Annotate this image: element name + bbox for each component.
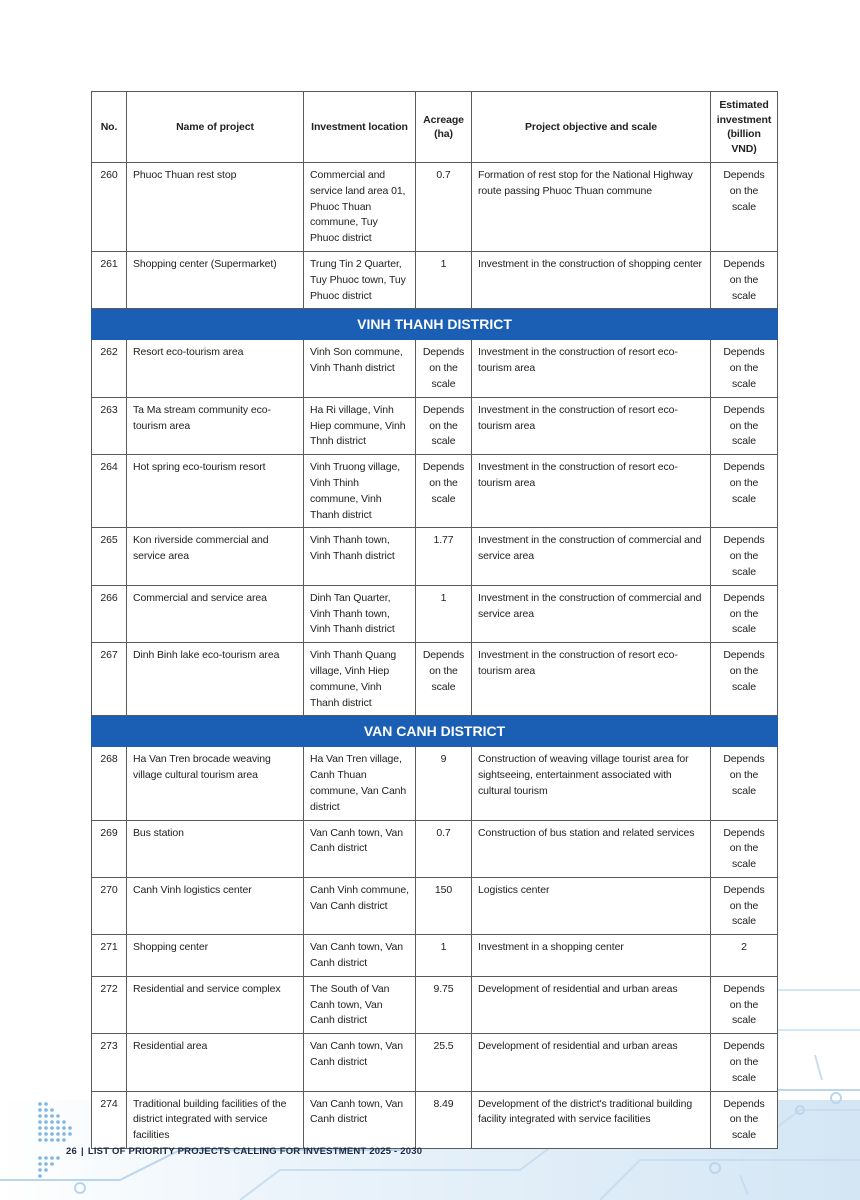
cell-objective: Investment in a shopping center xyxy=(472,935,711,977)
table-row xyxy=(92,877,778,934)
cell-objective: Investment in the construction of resort eco-tourism area xyxy=(472,340,711,397)
cell-no: 268 xyxy=(92,747,127,820)
table-row xyxy=(92,1034,778,1091)
cell-location: Dinh Tan Quarter, Vinh Thanh town, Vinh Thanh district xyxy=(304,585,416,642)
page-footer xyxy=(66,1146,422,1157)
rows-group-b xyxy=(92,340,778,716)
cell-location: Vinh Thanh Quang village, Vinh Hiep commune, Vinh Thanh district xyxy=(304,643,416,716)
cell-location: Ha Ri village, Vinh Hiep commune, Vinh Thnh district xyxy=(304,397,416,454)
cell-objective: Investment in the construction of resort eco-tourism area xyxy=(472,397,711,454)
cell-project-name: Dinh Binh lake eco-tourism area xyxy=(127,643,304,716)
cell-investment: Depends on the scale xyxy=(711,455,778,528)
column-header-location: Investment location xyxy=(304,92,416,163)
cell-acreage: Depends on the scale xyxy=(416,397,472,454)
district-heading-van-canh: VAN CANH DISTRICT xyxy=(92,716,778,747)
cell-investment: Depends on the scale xyxy=(711,585,778,642)
table-row xyxy=(92,585,778,642)
footer-title: LIST OF PRIORITY PROJECTS CALLING FOR INVESTMENT 2025 - 2030 xyxy=(87,1146,423,1157)
table-row xyxy=(92,163,778,252)
cell-no: 265 xyxy=(92,528,127,585)
cell-project-name: Traditional building facilities of the district integrated with service facilities xyxy=(127,1091,304,1148)
table-row xyxy=(92,976,778,1033)
district-heading-row xyxy=(92,716,778,747)
cell-investment: 2 xyxy=(711,935,778,977)
cell-investment: Depends on the scale xyxy=(711,340,778,397)
cell-acreage: Depends on the scale xyxy=(416,643,472,716)
rows-group-c xyxy=(92,747,778,1149)
district-heading-vinh-thanh: VINH THANH DISTRICT xyxy=(92,309,778,340)
cell-project-name: Resort eco-tourism area xyxy=(127,340,304,397)
cell-investment: Depends on the scale xyxy=(711,251,778,308)
cell-project-name: Bus station xyxy=(127,820,304,877)
cell-no: 261 xyxy=(92,251,127,308)
cell-objective: Logistics center xyxy=(472,877,711,934)
cell-no: 266 xyxy=(92,585,127,642)
cell-project-name: Shopping center (Supermarket) xyxy=(127,251,304,308)
rows-group-a xyxy=(92,163,778,309)
cell-no: 271 xyxy=(92,935,127,977)
cell-project-name: Hot spring eco-tourism resort xyxy=(127,455,304,528)
cell-objective: Investment in the construction of commercial and service area xyxy=(472,528,711,585)
column-header-no: No. xyxy=(92,92,127,163)
column-header-objective: Project objective and scale xyxy=(472,92,711,163)
cell-acreage: 150 xyxy=(416,877,472,934)
cell-objective: Investment in the construction of commercial and service area xyxy=(472,585,711,642)
cell-project-name: Shopping center xyxy=(127,935,304,977)
cell-project-name: Commercial and service area xyxy=(127,585,304,642)
table-row xyxy=(92,455,778,528)
cell-location: Vinh Truong village, Vinh Thinh commune, Vinh Thanh district xyxy=(304,455,416,528)
cell-location: Ha Van Tren village, Canh Thuan commune, Van Canh district xyxy=(304,747,416,820)
cell-acreage: Depends on the scale xyxy=(416,455,472,528)
cell-location: Van Canh town, Van Canh district xyxy=(304,1034,416,1091)
cell-no: 263 xyxy=(92,397,127,454)
priority-projects-table xyxy=(91,91,778,1149)
cell-project-name: Ha Van Tren brocade weaving village cultural tourism area xyxy=(127,747,304,820)
district-heading-row xyxy=(92,309,778,340)
cell-investment: Depends on the scale xyxy=(711,528,778,585)
column-header-investment: Estimated investment (billion VND) xyxy=(711,92,778,163)
cell-objective: Formation of rest stop for the National Highway route passing Phuoc Thuan commune xyxy=(472,163,711,252)
table-row xyxy=(92,528,778,585)
page-number: 26 xyxy=(66,1146,77,1157)
cell-acreage: 1.77 xyxy=(416,528,472,585)
cell-acreage: 25.5 xyxy=(416,1034,472,1091)
cell-acreage: 9.75 xyxy=(416,976,472,1033)
cell-no: 262 xyxy=(92,340,127,397)
cell-objective: Investment in the construction of shopping center xyxy=(472,251,711,308)
cell-acreage: 0.7 xyxy=(416,163,472,252)
cell-objective: Investment in the construction of resort eco-tourism area xyxy=(472,455,711,528)
cell-investment: Depends on the scale xyxy=(711,397,778,454)
table-row xyxy=(92,935,778,977)
cell-no: 273 xyxy=(92,1034,127,1091)
cell-objective: Development of residential and urban areas xyxy=(472,976,711,1033)
cell-location: Van Canh town, Van Canh district xyxy=(304,1091,416,1148)
cell-location: Canh Vinh commune, Van Canh district xyxy=(304,877,416,934)
table-row xyxy=(92,820,778,877)
table-row xyxy=(92,340,778,397)
cell-no: 267 xyxy=(92,643,127,716)
cell-investment: Depends on the scale xyxy=(711,163,778,252)
footer-separator: | xyxy=(80,1146,84,1157)
column-header-acreage: Acreage (ha) xyxy=(416,92,472,163)
cell-no: 269 xyxy=(92,820,127,877)
cell-location: Commercial and service land area 01, Phuoc Thuan commune, Tuy Phuoc district xyxy=(304,163,416,252)
cell-project-name: Residential and service complex xyxy=(127,976,304,1033)
cell-location: Trung Tin 2 Quarter, Tuy Phuoc town, Tuy Phuoc district xyxy=(304,251,416,308)
cell-objective: Development of residential and urban areas xyxy=(472,1034,711,1091)
cell-project-name: Phuoc Thuan rest stop xyxy=(127,163,304,252)
cell-acreage: 1 xyxy=(416,585,472,642)
cell-objective: Construction of weaving village tourist area for sightseeing, entertainment associated with cultural tourism xyxy=(472,747,711,820)
cell-no: 270 xyxy=(92,877,127,934)
cell-acreage: Depends on the scale xyxy=(416,340,472,397)
cell-acreage: 9 xyxy=(416,747,472,820)
cell-acreage: 1 xyxy=(416,251,472,308)
cell-project-name: Canh Vinh logistics center xyxy=(127,877,304,934)
cell-acreage: 1 xyxy=(416,935,472,977)
table-header-row xyxy=(92,92,778,163)
cell-investment: Depends on the scale xyxy=(711,820,778,877)
cell-investment: Depends on the scale xyxy=(711,1091,778,1148)
cell-objective: Development of the district's traditional building facility integrated with service facilities xyxy=(472,1091,711,1148)
cell-location: Vinh Son commune, Vinh Thanh district xyxy=(304,340,416,397)
cell-location: The South of Van Canh town, Van Canh district xyxy=(304,976,416,1033)
cell-location: Van Canh town, Van Canh district xyxy=(304,935,416,977)
cell-no: 260 xyxy=(92,163,127,252)
table-row xyxy=(92,251,778,308)
cell-investment: Depends on the scale xyxy=(711,643,778,716)
cell-acreage: 8.49 xyxy=(416,1091,472,1148)
cell-location: Vinh Thanh town, Vinh Thanh district xyxy=(304,528,416,585)
cell-objective: Investment in the construction of resort eco-tourism area xyxy=(472,643,711,716)
cell-no: 264 xyxy=(92,455,127,528)
cell-no: 272 xyxy=(92,976,127,1033)
cell-investment: Depends on the scale xyxy=(711,747,778,820)
cell-acreage: 0.7 xyxy=(416,820,472,877)
cell-investment: Depends on the scale xyxy=(711,1034,778,1091)
cell-location: Van Canh town, Van Canh district xyxy=(304,820,416,877)
table-row xyxy=(92,747,778,820)
table-row xyxy=(92,397,778,454)
cell-project-name: Ta Ma stream community eco-tourism area xyxy=(127,397,304,454)
table-row xyxy=(92,1091,778,1148)
cell-no: 274 xyxy=(92,1091,127,1148)
cell-project-name: Residential area xyxy=(127,1034,304,1091)
cell-investment: Depends on the scale xyxy=(711,976,778,1033)
column-header-name: Name of project xyxy=(127,92,304,163)
table-row xyxy=(92,643,778,716)
cell-project-name: Kon riverside commercial and service area xyxy=(127,528,304,585)
cell-investment: Depends on the scale xyxy=(711,877,778,934)
cell-objective: Construction of bus station and related services xyxy=(472,820,711,877)
